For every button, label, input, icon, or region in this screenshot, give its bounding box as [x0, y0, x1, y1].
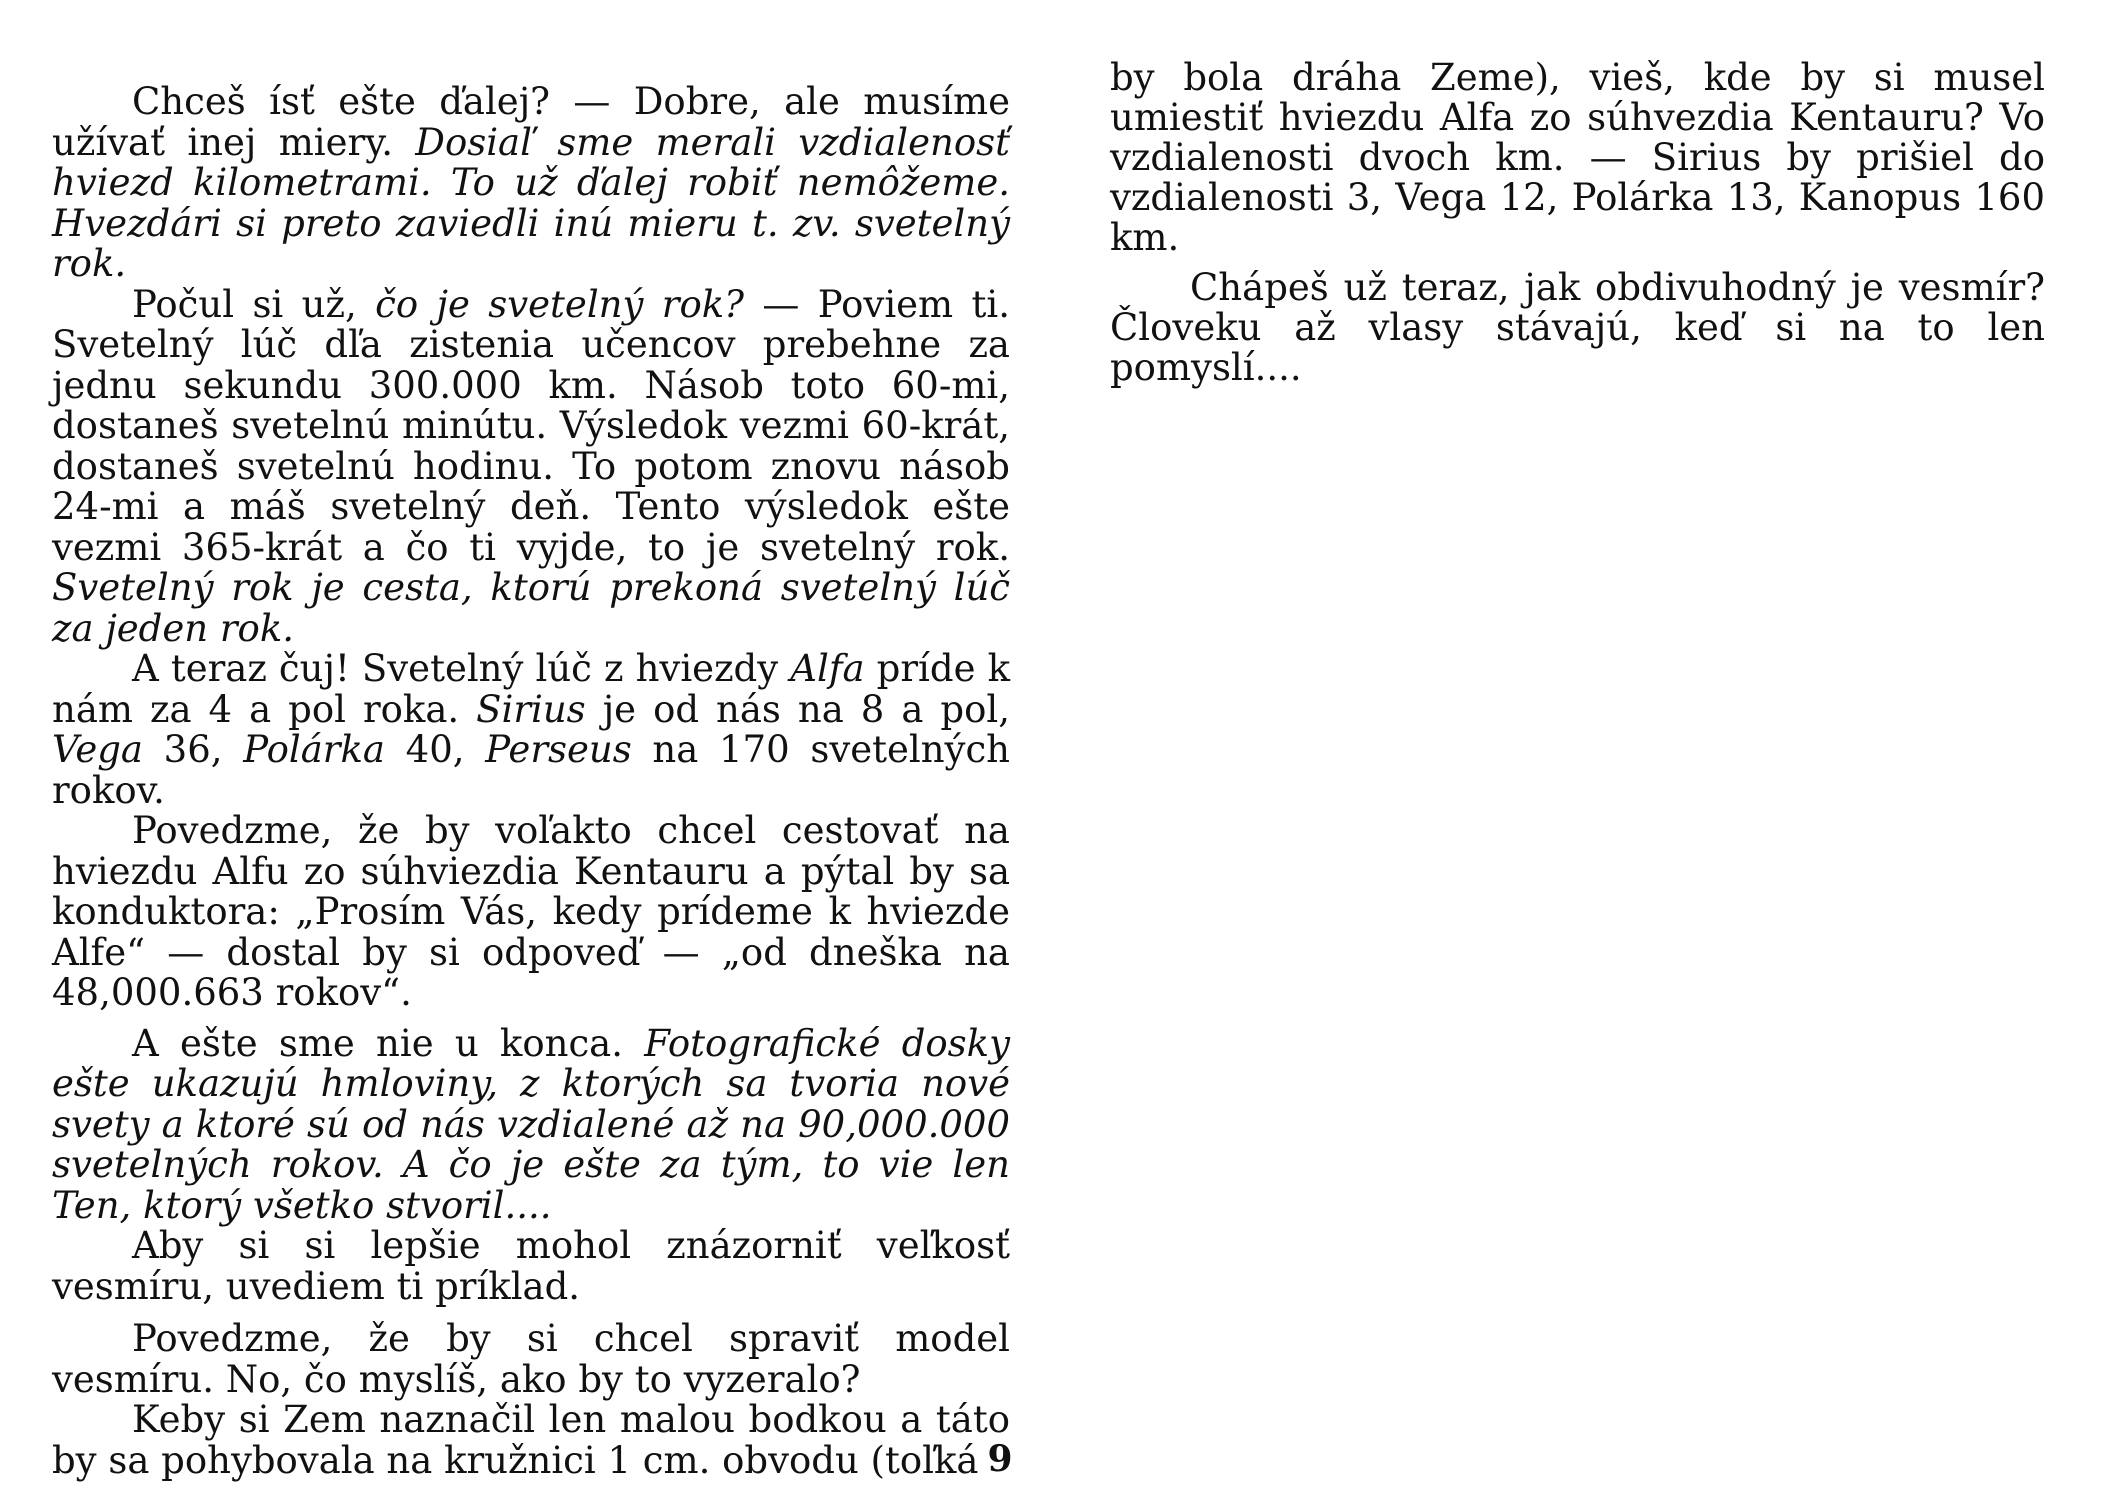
- paragraph-1-text: Chceš ísť ešte ďalej? — Dobre, ale musíme užívať inej miery.: [52, 80, 1010, 164]
- paragraph-2-italic-definition: Svetelný rok je cesta, ktorú prekoná svetelný lúč za jeden rok.: [52, 566, 1010, 650]
- paragraph-2: [52, 282, 1010, 650]
- star-name-polarka: Polárka: [243, 728, 385, 771]
- star-name-sirius: Sirius: [476, 687, 586, 731]
- page-number: 9: [987, 1438, 1013, 1480]
- right-paragraph-2: Chápeš už teraz, jak obdivuhodný je vesmír? Človeku až vlasy stávajú, keď si na to len pomyslí....: [1110, 266, 2045, 389]
- paragraph-5: [52, 1021, 1010, 1227]
- paragraph-2-text-b: — Poviem ti. Svetelný lúč dľa zistenia učencov prebehne za jednu sekundu 300.000 km. Násob toto 60-mi, dostaneš svetelnú minútu. Výsledok vezmi 60-krát, dostaneš svetelnú hodinu. To potom znovu násob 24-mi a máš svetelný deň. Tento výsledok ešte vezmi 365-krát a čo ti vyjde, to je svetelný rok.: [52, 282, 1010, 569]
- paragraph-8: Keby si Zem naznačil len malou bodkou a táto by sa pohybovala na kružnici 1 cm. obvodu (toľká: [52, 1398, 1010, 1482]
- star-name-alfa: Alfa: [790, 647, 865, 690]
- paragraph-4: Povedzme, že by voľakto chcel cestovať na hviezdu Alfu zo súhviezdia Kentauru a pýtal by sa konduktora: „Prosím Vás, kedy prídeme k hviezde Alfe“ — dostal by si odpoveď — „od dneška na 48,000.663 rokov“.: [52, 809, 1010, 1014]
- star-name-vega: Vega: [52, 728, 143, 771]
- paragraph-3-text-d: 36,: [142, 728, 244, 771]
- paragraph-3-text-e: 40,: [384, 728, 486, 771]
- paragraph-3-text-b: príde k nám za 4 a pol roka.: [52, 647, 1010, 731]
- right-paragraph-1: by bola dráha Zeme), vieš, kde by si musel umiestiť hviezdu Alfa zo súhvezdia Kentauru? Vo vzdialenosti dvoch km. — Sirius by prišiel do vzdialenosti 3, Vega 12, Polárka 13, Kanopus 160 km.: [1110, 56, 2045, 259]
- paragraph-5-text: A ešte sme nie u konca.: [132, 1021, 645, 1065]
- left-page-column: [52, 82, 1010, 1481]
- right-page-column: [1110, 58, 2045, 388]
- paragraph-3-text-f: na 170 svetelných rokov.: [52, 728, 1011, 812]
- paragraph-6: Aby si si lepšie mohol znázorniť veľkosť vesmíru, uvediem ti príklad.: [52, 1224, 1010, 1308]
- star-name-perseus: Perseus: [485, 728, 632, 771]
- paragraph-3-text-c: je od nás na 8 a pol,: [585, 687, 1010, 731]
- paragraph-1: [52, 82, 1010, 285]
- paragraph-2-text-a: Počul si už,: [132, 282, 376, 326]
- paragraph-1-italic-text: Dosiaľ sme merali vzdialenosť hviezd kilometrami. To už ďalej robiť nemôžeme. Hvezdári si preto zaviedli inú mieru t. zv. svetelný rok.: [52, 120, 1010, 285]
- paragraph-3-text-a: A teraz čuj! Svetelný lúč z hviezdy: [132, 647, 791, 690]
- paragraph-5-italic-text: Fotografické dosky ešte ukazujú hmloviny, z ktorých sa tvoria nové svety a ktoré sú od nás vzdialené až na 90,000.000 svetelných rokov. A čo je ešte za tým, to vie len Ten, ktorý všetko stvoril....: [52, 1021, 1010, 1227]
- paragraph-2-italic-question: čo je svetelný rok?: [375, 282, 744, 326]
- paragraph-3: [52, 649, 1010, 811]
- paragraph-7: Povedzme, že by si chcel spraviť model vesmíru. No, čo myslíš, ako by to vyzeralo?: [52, 1317, 1010, 1401]
